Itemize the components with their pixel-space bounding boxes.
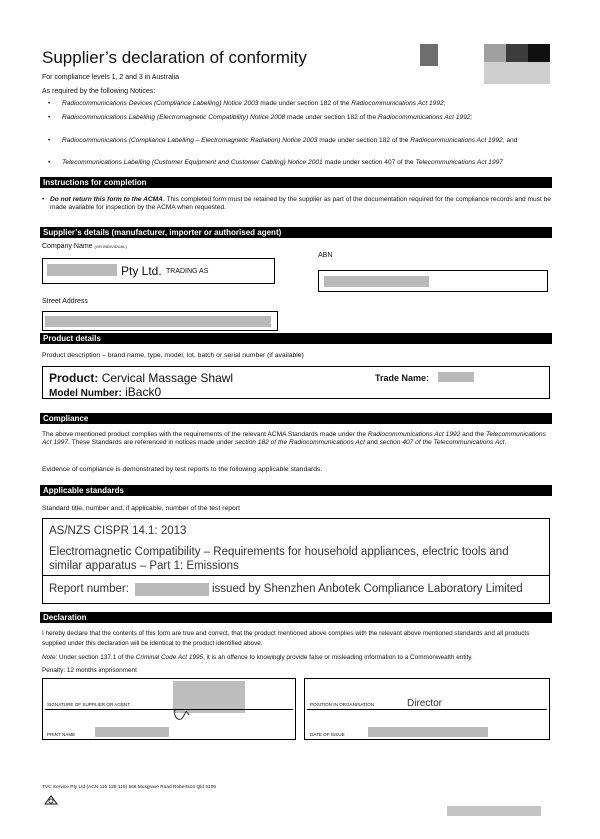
section-declaration: Declaration <box>40 612 552 623</box>
redacted-text <box>324 276 429 287</box>
notice-item: • Radiocommunications (Compliance Labelling – Electromagnetic Radiation) Notice 2003 made under section 182 of the Radiocommunications Act 1992; and <box>62 137 550 145</box>
section-product: Product details <box>40 333 552 344</box>
evidence-text: Evidence of compliance is demonstrated by test reports to the following applicable standards. <box>42 466 323 473</box>
divider <box>307 709 547 710</box>
section-instructions: Instructions for completion <box>40 177 552 188</box>
print-name-label: PRINT NAME <box>47 732 76 737</box>
position-label: POSITION IN ORGANISATION <box>310 702 374 707</box>
compliance-text: The above mentioned product complies with the requirements of the relevant ACMA Standards made under the Radiocommunications Act 1992 and the Telecommunications Act 1997. These Standards are referenced in notices made under section 182 of the Radiocommunications Act and section 407 of the Telecommunications Act. <box>42 431 546 446</box>
notice-item: • Radiocommunications Labelling (Electromagnetic Compatibility) Notice 2008 made under section 182 of the Radiocommunications Act 1992; <box>62 114 550 122</box>
product-line: Product: Cervical Massage Shawl <box>49 371 234 385</box>
report-suffix: issued by Shenzhen Anbotek Compliance Laboratory Limited <box>212 583 523 595</box>
model-line: Model Number: iBack0 <box>49 385 162 399</box>
instructions-text: • Do not return this form to the ACMA. This completed form must be retained by the supplier as part of the documentation required for the compliance records and must be made available for inspection by the ACMA when requested. <box>42 196 551 211</box>
section-compliance: Compliance <box>40 413 552 424</box>
footer-text: TVC Service Pty Ltd (ACN 115 128 115) 566 Musgrave Road Robertson Qld 4109 <box>42 785 216 790</box>
position-box[interactable] <box>304 678 550 740</box>
trade-name-label: Trade Name: <box>375 373 430 383</box>
rcm-mark-icon <box>44 795 58 805</box>
redacted-text <box>135 583 209 596</box>
notice-item: • Radiocommunications Devices (Compliance Labelling) Notice 2003 made under section 182 of the Radiocommunications Act 1992; <box>62 100 550 108</box>
redacted-text <box>47 264 117 276</box>
redacted-logo <box>528 44 550 62</box>
redacted-logo <box>420 44 438 66</box>
note-text: Note: Under section 137.1 of the Criminal Code Act 1995, it is an offence to knowingly provide false or misleading information to a Commonwealth entity. <box>42 654 473 661</box>
notice-item: • Telecommunications Labelling (Customer Equipment and Customer Cabling) Notice 2001 made under section 407 of the Telecommunications Act 1997 <box>62 159 550 167</box>
standards-label: Standard title, number and, if applicable, number of the test report <box>42 505 240 512</box>
redacted-text <box>368 727 488 737</box>
divider <box>43 575 549 576</box>
abn-field[interactable] <box>318 270 548 292</box>
section-supplier: Supplier’s details (manufacturer, importer or authorised agent) <box>40 227 552 238</box>
position-value: Director <box>407 698 443 709</box>
standard-description: Electromagnetic Compatibility – Requirements for household appliances, electric tools and similar apparatus – Part 1: Emissions <box>49 546 509 572</box>
declaration-text: I hereby declare that the contents of this form are true and correct, that the product mentioned above complies with the relevant above mentioned standards and all products supplied under this declaration will be identical to the product identified above. <box>42 630 530 647</box>
section-standards: Applicable standards <box>40 485 552 496</box>
redacted-logo <box>506 44 528 62</box>
required-by: As required by the following Notices: <box>42 88 156 95</box>
standards-box <box>42 518 550 604</box>
abn-label: ABN <box>318 252 333 259</box>
penalty-text: Penalty: 12 months imprisonment <box>42 667 137 674</box>
street-address-field[interactable] <box>42 311 278 331</box>
redacted-text <box>438 372 474 382</box>
redacted-text <box>45 316 271 327</box>
page-title: Supplier’s declaration of conformity <box>42 48 307 67</box>
redacted-logo <box>484 62 550 84</box>
date-of-issue-label: DATE OF ISSUE <box>310 732 345 737</box>
company-name-label: Company Name (OR INDIVIDUAL) <box>42 243 127 250</box>
signature-box[interactable] <box>42 678 296 740</box>
report-prefix: Report number: <box>49 583 129 595</box>
redacted-text <box>447 806 541 816</box>
divider <box>45 709 293 710</box>
standard-code: AS/NZS CISPR 14.1: 2013 <box>49 525 187 537</box>
signature-label: SIGNATURE OF SUPPLIER OR AGENT <box>47 702 131 707</box>
company-name-field[interactable]: Pty Ltd. TRADING AS <box>42 258 275 284</box>
product-description-label: Product description – brand name, type, model, lot, batch or serial number (if available) <box>42 352 304 359</box>
redacted-logo <box>484 44 506 62</box>
compliance-levels: For compliance levels 1, 2 and 3 in Australia <box>42 74 179 81</box>
street-address-label: Street Address <box>42 298 88 305</box>
product-field[interactable] <box>42 366 550 399</box>
redacted-text <box>95 727 169 737</box>
